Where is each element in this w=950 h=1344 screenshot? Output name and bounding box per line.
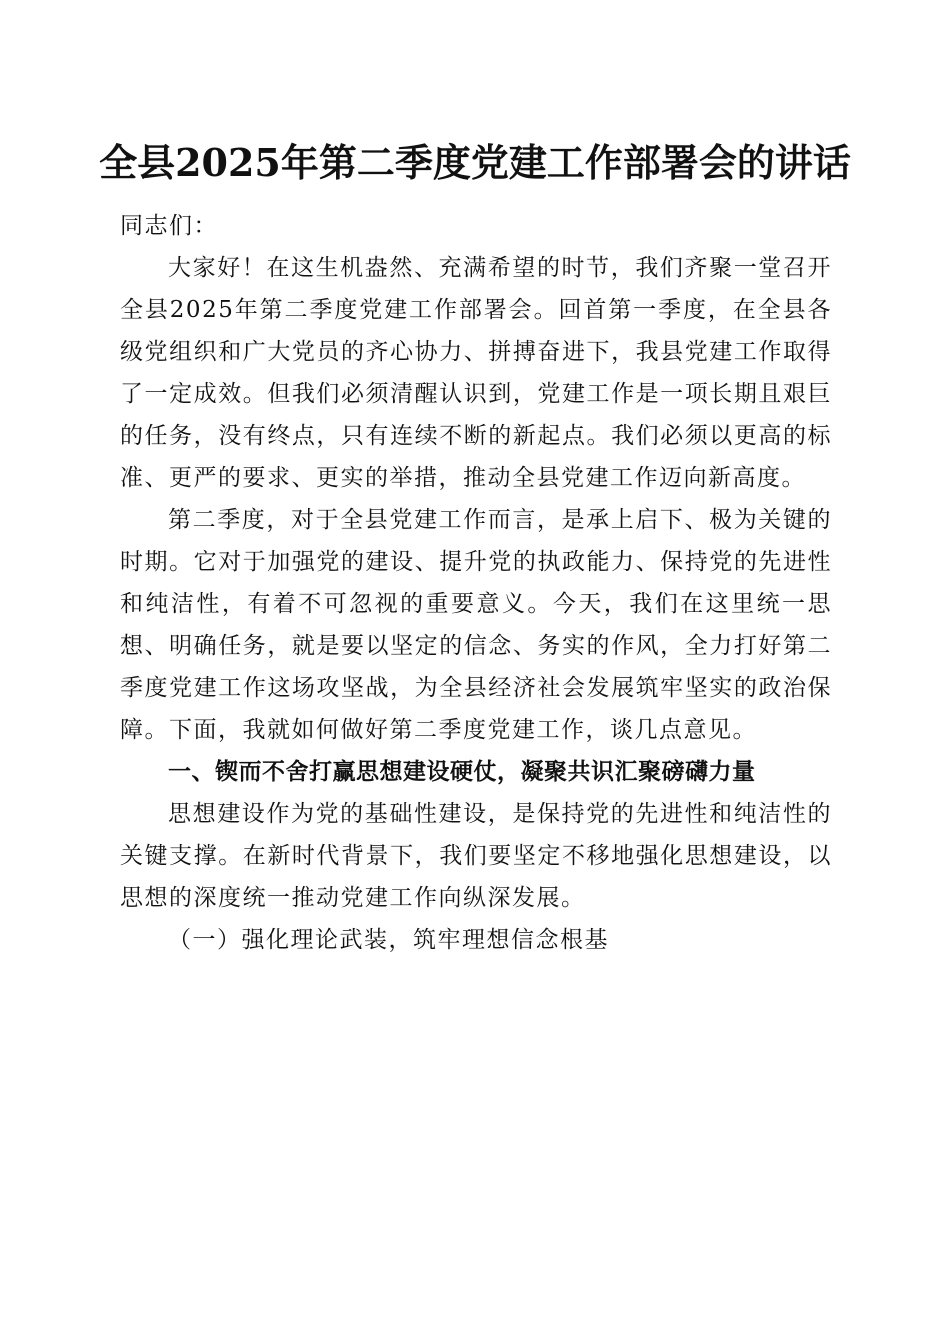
subsection-heading-1: （一）强化理论武装，筑牢理想信念根基	[168, 927, 609, 953]
document-body	[120, 205, 832, 961]
paragraph-intro: 大家好！在这生机盎然、充满希望的时节，我们齐聚一堂召开全县2025年第二季度党建工作部署会。回首第一季度，在全县各级党组织和广大党员的齐心协力、拼搏奋进下，我县党建工作取得了一定成效。但我们必须清醒认识到，党建工作是一项长期且艰巨的任务，没有终点，只有连续不断的新起点。我们必须以更高的标准、更严的要求、更实的举措，推动全县党建工作迈向新高度。	[120, 255, 832, 491]
section-heading-1: 一、锲而不舍打赢思想建设硬仗，凝聚共识汇聚磅礴力量	[168, 759, 756, 785]
paragraph-second-quarter: 第二季度，对于全县党建工作而言，是承上启下、极为关键的时期。它对于加强党的建设、提升党的执政能力、保持党的先进性和纯洁性，有着不可忽视的重要意义。今天，我们在这里统一思想、明确任务，就是要以坚定的信念、务实的作风，全力打好第二季度党建工作这场攻坚战，为全县经济社会发展筑牢坚实的政治保障。下面，我就如何做好第二季度党建工作，谈几点意见。	[120, 507, 832, 743]
document-title: 全县2025年第二季度党建工作部署会的讲话	[99, 140, 851, 185]
salutation: 同志们：	[120, 213, 218, 239]
section-1-paragraph: 思想建设作为党的基础性建设，是保持党的先进性和纯洁性的关键支撑。在新时代背景下，我们要坚定不移地强化思想建设，以思想的深度统一推动党建工作向纵深发展。	[120, 801, 832, 911]
